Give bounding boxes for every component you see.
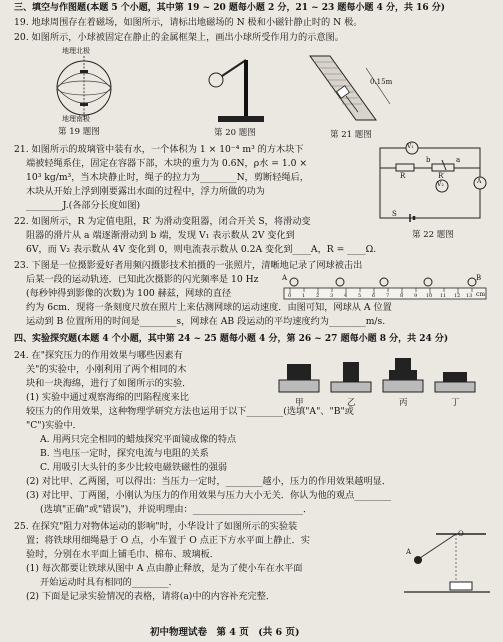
question-22-line-3: 6V，而 V₂ 表示数从 4V 变化到 0，则电流表示数从 0.2A 变化到____A，R = ____Ω. (26, 244, 377, 255)
ruler-tick-13: 13 (466, 293, 473, 299)
dimension-label: 0.15m (370, 78, 393, 86)
ruler-tick-8: 8 (400, 293, 404, 299)
option-b: B. 当电压一定时，探究电流与电阻的关系 (40, 448, 209, 459)
question-24-line-5: 较压力的作用效果，这种物理学研究方法也运用于以下________(选填"A"、"B"或 (26, 406, 354, 417)
question-24-line-3: 块和一块海绵，进行了如图所示的实验． (26, 378, 192, 389)
question-23-line-4: 约为 6cm．现将一条刻度尺放在照片上来估测网球的运动速度．由图可知，网球从 A 位置 (26, 302, 392, 313)
ammeter-label: A (477, 178, 482, 185)
question-23-line-3: (每秒钟得到影像的次数)为 100 赫兹，网球的直径 (26, 288, 232, 299)
ruler-tick-12: 12 (454, 293, 461, 299)
position-a-label: A (282, 274, 288, 282)
figure-24-label-a: 甲 (295, 398, 304, 408)
figure-20-frame (200, 52, 280, 136)
question-23-line-1: 23. 下图是一位摄影爱好者用频闪摄影技术拍摄的一张照片，清晰地记录了网球被击出 (14, 260, 363, 271)
question-25-line-4: (1) 每次都要让铁球从图中 A 点由静止释放，是为了使小车在水平面 (26, 563, 303, 574)
question-21-line-5: ________J.(各部分长度如图) (26, 200, 141, 211)
terminal-b-label: b (426, 156, 431, 164)
figure-22-caption: 第 22 题图 (412, 230, 454, 240)
page-footer: 初中物理试卷 第 4 页 (共 6 页) (150, 627, 300, 638)
ruler-figure (280, 276, 490, 302)
geographic-south-label: 地理南极 (62, 115, 90, 123)
ruler-tick-0: 0 (288, 293, 292, 299)
voltmeter-v1-label: V₁ (407, 143, 414, 150)
figure-24-label-c: 丙 (399, 398, 408, 408)
resistor-r-label: R (400, 172, 406, 180)
question-22-line-2: 阻器的滑片从 a 端逐渐滑动到 b 端，发现 V₁ 表示数从 2V 变化到 (26, 230, 295, 241)
question-22-line-1: 22. 如图所示，R 为定值电阻，R′ 为滑动变阻器，闭合开关 S，将滑动变 (14, 216, 311, 227)
point-a-label: A (406, 548, 412, 556)
question-24-line-1: 24. 在"探究压力的作用效果与哪些因素有 (14, 350, 183, 361)
ruler-tick-1: 1 (302, 293, 306, 299)
question-24-part-3-cont: (选填"正确"或"错误")，并说明理由：________________________． (40, 504, 313, 515)
voltmeter-v2-label: V₂ (437, 181, 444, 188)
position-b-label: B (476, 274, 482, 282)
question-25-line-2: 置；将铁球用细绳悬于 O 点，小车置于 O 点正下方水平面上静止．实 (26, 535, 310, 546)
ruler-tick-7: 7 (386, 293, 390, 299)
figure-24-label-d: 丁 (451, 398, 460, 408)
question-23-line-5: 运动到 B 位置所用的时间是________s，网球在 AB 段运动的平均速度约为________m/s. (26, 316, 386, 327)
figure-22-circuit (372, 138, 490, 240)
figure-24-sponge (275, 352, 480, 408)
ruler-tick-2: 2 (316, 293, 320, 299)
figure-21-caption: 第 21 题图 (330, 130, 372, 140)
ruler-tick-4: 4 (344, 293, 348, 299)
ruler-tick-5: 5 (358, 293, 362, 299)
ruler-tick-10: 10 (426, 293, 433, 299)
question-20: 20. 如图所示，小球被固定在静止的金属框架上，画出小球所受作用力的示意图。 (14, 32, 344, 43)
figure-19-caption: 第 19 题图 (58, 127, 100, 137)
question-21-line-3: 10³ kg/m³，当木块静止时，绳子的拉力为________N，剪断轻绳后， (26, 172, 309, 183)
geographic-north-label: 地理北极 (62, 47, 90, 55)
figure-25-pendulum (400, 528, 492, 600)
question-23-line-2: 后某一段的运动轨迹．已知此次摄影的闪光频率是 10 Hz (26, 274, 259, 285)
terminal-a-label: a (456, 156, 461, 164)
figure-21-glass-tube (300, 48, 400, 140)
ruler-tick-11: 11 (440, 293, 447, 299)
figure-20-caption: 第 20 题图 (214, 128, 256, 138)
question-25-line-5: 开始运动时具有相同的________． (40, 577, 178, 588)
question-25-line-1: 25. 在探究"阻力对物体运动的影响"时，小华设计了如图所示的实验装 (14, 521, 298, 532)
figure-24-label-b: 乙 (347, 398, 356, 408)
question-21-line-1: 21. 如图所示的玻璃管中装有水，一个体积为 1 × 10⁻⁴ m³ 的方木块下 (14, 144, 304, 155)
ruler-tick-9: 9 (414, 293, 418, 299)
switch-label: S (392, 210, 397, 218)
question-24-part-3: (3) 对比甲、丁两图，小刚认为压力的作用效果与压力大小无关．你认为他的观点________ (26, 490, 392, 501)
ruler-tick-6: 6 (372, 293, 376, 299)
question-24-line-2: 关"的实验中，小刚利用了两个相同的木 (26, 364, 187, 375)
ruler-tick-3: 3 (330, 293, 334, 299)
section-4-title: 四、实验探究题(本题 4 个小题，其中第 24 ~ 25 题每小题 4 分，第 26 ~ 27 题每小题 8 分，共 24 分) (14, 334, 449, 344)
question-25-line-6: (2) 下面是记录实验情况的表格，请将(a)中的内容补充完整． (26, 591, 276, 602)
question-21-line-4: 木块从开始上浮到刚要露出水面的过程中，浮力所做的功为 (26, 186, 265, 197)
question-25-line-3: 验时，分别在水平面上铺毛巾、棉布、玻璃板． (26, 549, 219, 560)
question-19: 19. 地球周围存在着磁场，如图所示，请标出地磁场的 N 极和小磁针静止时的 N 极。 (14, 17, 363, 28)
figure-19-earth (38, 48, 130, 136)
question-21-line-2: 端被轻绳系住，固定在容器下部，木块的重力为 0.6N，ρ水 = 1.0 × (26, 158, 308, 169)
section-3-title: 三、填空与作图题(本题 5 个小题，其中第 19 ~ 20 题每小题 2 分，21 ~ 23 题每小题 4 分，共 16 分) (14, 3, 446, 13)
question-24-line-4: (1) 实验中通过观察海绵的凹陷程度来比 (26, 392, 189, 403)
rheostat-label: R′ (438, 172, 445, 180)
ruler-unit-label: cm (476, 291, 486, 298)
option-c: C. 用吸引大头针的多少比较电磁铁磁性的强弱 (40, 462, 228, 473)
question-24-part-2: (2) 对比甲、乙两图，可以得出：当压力一定时，________越小，压力的作用效果越明显． (26, 476, 392, 487)
point-o-label: O (458, 530, 464, 538)
question-24-line-6: "C")实验中． (26, 420, 82, 431)
option-a: A. 用两只完全相同的蜡烛探究平面镜成像的特点 (40, 434, 237, 445)
